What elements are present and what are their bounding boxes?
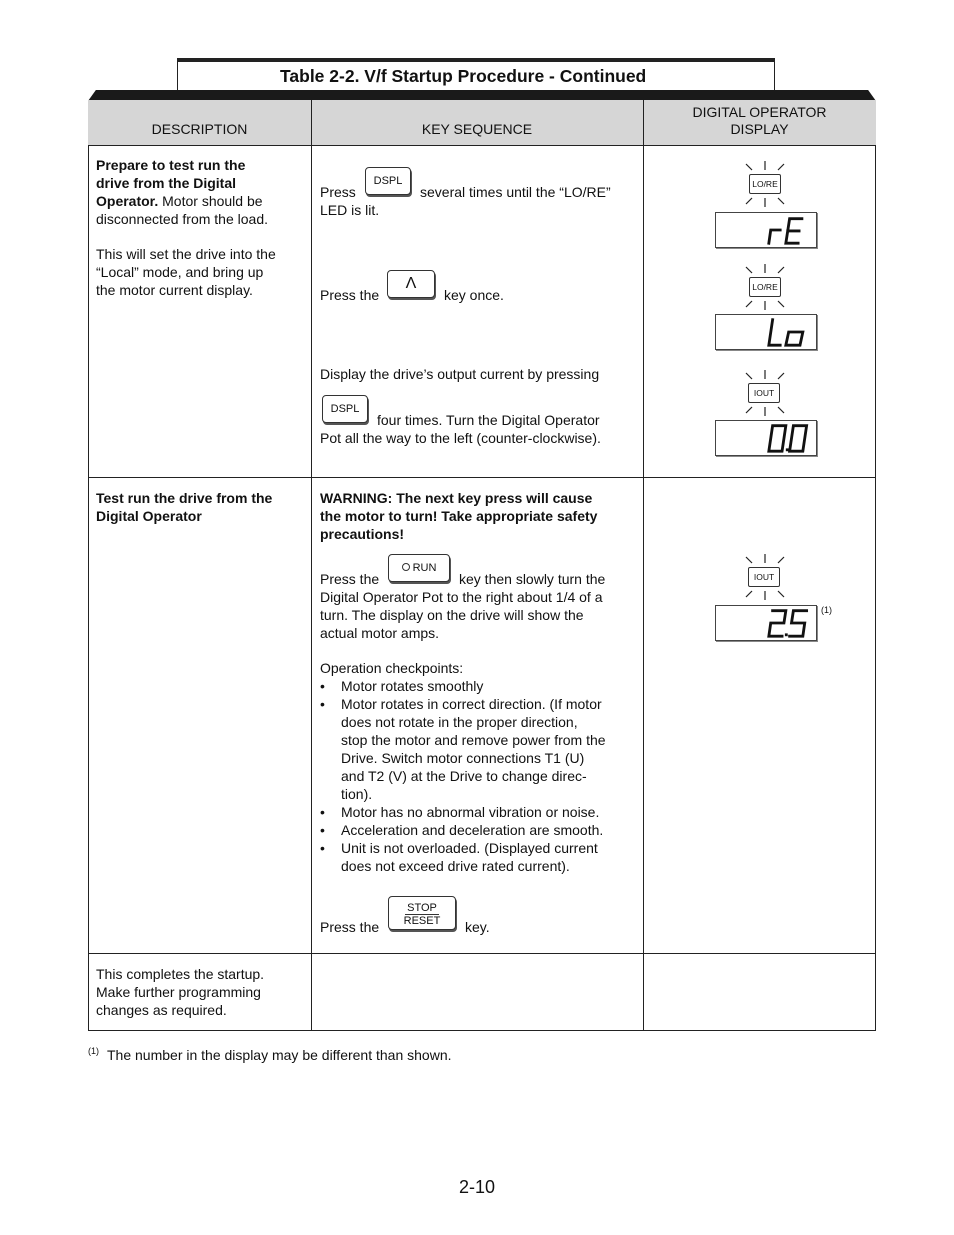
row1-desc-line: the motor current display. <box>96 282 253 298</box>
stop-key-label: STOP <box>407 902 437 914</box>
checkpoint-line: does not exceed drive rated current). <box>341 858 570 874</box>
stop-reset-key[interactable] <box>388 896 456 930</box>
column-divider <box>311 100 312 1031</box>
checkpoint-item <box>320 839 638 875</box>
up-arrow-key[interactable]: Λ <box>387 270 435 298</box>
checkpoints <box>320 659 638 875</box>
checkpoint-item <box>320 695 638 803</box>
display-zero <box>715 420 817 456</box>
step3-text-line2: four times. Turn the Digital Operator <box>377 412 600 428</box>
checkpoint-item <box>320 677 638 695</box>
footnote-marker: (1) <box>88 1046 99 1056</box>
row1-desc-line: drive from the Digital <box>96 175 237 191</box>
checkpoint-line: does not rotate in the proper direction, <box>341 714 578 730</box>
row-divider <box>88 953 876 954</box>
checkpoint-line: • Motor rotates smoothly <box>341 678 484 694</box>
lo-re-led: LO/RE <box>749 277 781 297</box>
row1-desc-line: Prepare to test run the <box>96 157 246 173</box>
run-line: Digital Operator Pot to the right about 1/4 of a <box>320 589 603 605</box>
header-description: DESCRIPTION <box>151 121 248 137</box>
stop-press: Press the <box>320 919 380 935</box>
reset-key-label: RESET <box>403 915 441 927</box>
header-display-line2: DISPLAY <box>730 121 789 137</box>
header-key-sequence: KEY SEQUENCE <box>421 121 533 137</box>
row1-desc-line: This will set the drive into the <box>96 246 276 262</box>
row3-desc-line: changes as required. <box>96 1002 227 1018</box>
table-title: Table 2-2. V/f Startup Procedure - Continued <box>280 66 647 86</box>
warning-line: the motor to turn! Take appropriate safety <box>320 508 598 524</box>
step1-text: several times until the “LO/RE” <box>420 184 611 200</box>
row3-desc-line: This completes the startup. <box>96 966 265 982</box>
checkpoint-line: and T2 (V) at the Drive to change direc- <box>341 768 587 784</box>
run-key[interactable] <box>388 554 450 582</box>
display-footnote-marker: (1) <box>821 605 832 615</box>
checkpoint-line: stop the motor and remove power from the <box>341 732 606 748</box>
header-display-line1: DIGITAL OPERATOR <box>692 104 827 120</box>
run-circle-icon <box>402 563 410 571</box>
step2-text: key once. <box>444 287 504 303</box>
checkpoint-list <box>320 677 638 875</box>
column-divider <box>643 100 644 1031</box>
checkpoint-item <box>320 803 638 821</box>
row1-desc-bold: Operator. <box>96 193 159 209</box>
dspl-key[interactable]: DSPL <box>322 395 368 423</box>
warning-text <box>320 489 597 543</box>
checkpoint-item <box>320 821 638 839</box>
run-line: actual motor amps. <box>320 625 440 641</box>
row-divider <box>88 477 876 478</box>
checkpoint-line: • Motor rotates in correct direction. (If motor <box>341 696 602 712</box>
dspl-key[interactable]: DSPL <box>365 167 411 195</box>
warning-line: precautions! <box>320 526 405 542</box>
row2-desc-line: Digital Operator <box>96 508 202 524</box>
checkpoint-line: tion). <box>341 786 373 802</box>
row3-description <box>96 965 264 1019</box>
lo-re-led: LO/RE <box>749 174 781 194</box>
checkpoints-title: Operation checkpoints: <box>320 660 464 676</box>
step2-press: Press the <box>320 287 380 303</box>
row1-desc-rest: Motor should be <box>158 193 263 209</box>
display-re <box>715 212 817 248</box>
run-press: Press the <box>320 571 380 587</box>
row2-description <box>96 489 272 525</box>
row3-desc-line: Make further programming <box>96 984 261 1000</box>
row1-desc-line: “Local” mode, and bring up <box>96 264 264 280</box>
iout-led: IOUT <box>748 567 780 587</box>
checkpoint-line: Drive. Switch motor connections T1 (U) <box>341 750 585 766</box>
row1-desc-line: disconnected from the load. <box>96 211 268 227</box>
step1-press: Press <box>320 184 356 200</box>
page-number: 2-10 <box>459 1177 496 1197</box>
checkpoint-line: • Unit is not overloaded. (Displayed current <box>341 840 598 856</box>
step3-text-line1: Display the drive’s output current by pressing <box>320 366 600 382</box>
step1-text-line2: LED is lit. <box>320 202 380 218</box>
run-text: key then slowly turn the <box>459 571 606 587</box>
checkpoint-line: • Motor has no abnormal vibration or noise. <box>341 804 600 820</box>
checkpoint-line: • Acceleration and deceleration are smooth. <box>341 822 604 838</box>
run-key-label: RUN <box>412 562 437 574</box>
run-text <box>320 588 603 642</box>
iout-led: IOUT <box>748 383 780 403</box>
display-amps <box>715 605 817 641</box>
footnote-text: The number in the display may be different than shown. <box>107 1047 452 1063</box>
step3-text-line3: Pot all the way to the left (counter-clockwise). <box>320 430 601 446</box>
run-line: turn. The display on the drive will show the <box>320 607 584 623</box>
row1-description <box>96 156 276 299</box>
stop-text: key. <box>465 919 490 935</box>
warning-line: WARNING: The next key press will cause <box>320 490 593 506</box>
display-lo <box>715 314 817 350</box>
row2-desc-line: Test run the drive from the <box>96 490 273 506</box>
